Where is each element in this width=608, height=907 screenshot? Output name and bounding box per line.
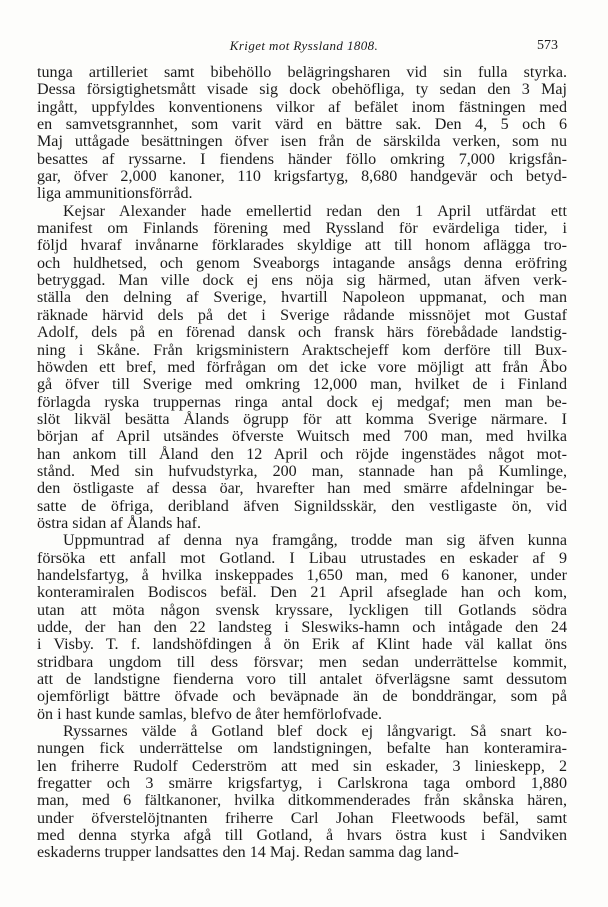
text-line: nungen fick underrättelse om landstigningen, befalte han konteramira- — [37, 740, 567, 758]
running-title: Kriget mot Ryssland 1808. — [229, 38, 379, 53]
text-line: liga ammunitionsförråd. — [37, 185, 193, 203]
text-line: Dessa försigtighetsmått visade sig dock obehöfliga, ty sedan den 3 Maj — [37, 81, 567, 99]
paragraph — [37, 64, 567, 203]
text-line: i Visby. T. f. landshöfdingen å ön Erik af Klint hade väl kallat öns — [37, 636, 567, 654]
body-text — [37, 64, 567, 862]
text-line: höwden ett bref, med förfrågan om det icke vore möjligt att från Åbo — [37, 358, 567, 376]
text-line: under öfverstelöjtnanten friherre Carl Johan Fleetwoods befäl, samt — [37, 809, 567, 827]
text-line: len friherre Rudolf Cederström att med sin eskader, 3 linieskepp, 2 — [37, 757, 567, 775]
text-line: följd hvaraf invånarne förklarades skyldige att till honom aflägga tro- — [37, 237, 567, 255]
text-line: ön i hast kunde samlas, blefvo de åter hemförlofvade. — [37, 705, 383, 723]
text-line: Maj uttågade besättningen öfver isen från de särskilda verken, som nu — [37, 133, 567, 151]
text-line: tunga artilleriet samt bibehöllo belägringsharen vid sin fulla styrka. — [37, 64, 567, 81]
text-line: att de landstigne fienderna voro till antalet öfverlägsne samt dessutom — [37, 671, 567, 689]
text-line: gar, öfver 2,000 kanoner, 110 krigsfartyg, 8,680 handgevär och betyd- — [37, 168, 567, 186]
text-line: fregatter och 3 smärre krigsfartyg, i Carlskrona taga ombord 1,880 — [37, 775, 567, 793]
text-line: den östligaste af dessa öar, hvarefter han med smärre afdelningar be- — [37, 480, 567, 498]
paragraph — [37, 532, 567, 723]
text-line: slöt likväl besätta Ålands ögrupp för att komma Sverige närmare. I — [37, 410, 567, 428]
text-line: manifest om Finlands förening med Ryssland för evärdeliga tider, i — [37, 220, 567, 238]
text-line: östra sidan af Ålands haf. — [37, 514, 202, 532]
text-line: han ankom till Åland den 12 April och röjde ingenstädes något mot- — [37, 445, 567, 463]
text-line: ning i Skåne. Från krigsministern Araktschejeff kom derföre till Bux- — [37, 341, 567, 359]
text-line: med denna styrka afgå till Gotland, å hvars östra kust i Sandviken — [37, 827, 567, 845]
text-line: stånd. Med sin hufvudstyrka, 200 man, stannade han på Kumlinge, — [37, 462, 567, 480]
text-line: betryggad. Man ville dock ej ens nöja sig härmed, utan äfven verk- — [37, 272, 567, 290]
text-line: besattes af ryssarne. I fiendens händer föllo omkring 7,000 krigsfån- — [37, 150, 567, 168]
text-line: en samvetsgrannhet, som varit värd en bättre sak. Den 4, 5 och 6 — [37, 116, 567, 134]
paragraph — [37, 723, 567, 862]
paragraph-container — [37, 64, 567, 862]
text-line: konteramiralen Bodiscos befäl. Den 21 April afseglade han och kom, — [37, 584, 567, 602]
text-line: utan att möta någon svensk kryssare, lyckligen till Gotlands södra — [37, 601, 567, 619]
page-header — [0, 38, 608, 58]
text-line: ställa den delning af Sverige, hvartill Napoleon uppmanat, och man — [37, 289, 567, 307]
text-line: ojemförligt bättre öfvade och beväpnade än de bonddrängar, som på — [37, 688, 567, 706]
text-line: stridbara ungdom till dess försvar; men sedan underrättelse kommit, — [37, 653, 567, 671]
page-number: 573 — [537, 38, 558, 53]
text-line: eskaderns trupper landsattes den 14 Maj. Redan samma dag land- — [37, 844, 459, 862]
paragraph — [37, 203, 567, 533]
text-line: handelsfartyg, å hvilka inskeppades 1,650 man, med 6 kanoner, under — [37, 566, 567, 584]
text-line: gå öfver till Sverige med omkring 12,000 man, hvilket de i Finland — [37, 376, 567, 394]
text-line: Kejsar Alexander hade emellertid redan den 1 April utfärdat ett — [63, 202, 567, 220]
text-line: ingått, uppfyldes konventionens vilkor af befälet inom fästningen med — [37, 98, 567, 116]
text-line: räknade härvid dels på det i Sverige rådande missnöjet mot Gustaf — [37, 306, 567, 324]
text-line: satte de öfriga, deribland äfven Signildsskär, den vestligaste ön, vid — [37, 497, 567, 515]
text-line: början af April utsändes öfverste Wuitsch med 700 man, med hvilka — [37, 428, 567, 446]
text-line: försöka ett anfall mot Gotland. I Libau utrustades en eskader af 9 — [37, 549, 567, 567]
text-line: man, med 6 fältkanoner, hvilka ditkommenderades från skånska hären, — [37, 792, 567, 810]
text-line: Ryssarnes välde å Gotland blef dock ej långvarigt. Så snart ko- — [63, 723, 567, 741]
text-line: förlagda ryska truppernas ringa antal dock ej medgaf; men man be- — [37, 393, 567, 411]
text-line: och huldhetsed, och genom Sveaborgs intagande ansågs denna eröfring — [37, 254, 567, 272]
text-line: udde, der han den 22 landsteg i Sleswiks-hamn och intågade den 24 — [37, 619, 567, 636]
text-line: Uppmuntrad af denna nya framgång, trodde man sig äfven kunna — [63, 532, 567, 550]
text-line: Adolf, dels på en förenad dansk och fransk härs förebådade landstig- — [37, 324, 567, 342]
